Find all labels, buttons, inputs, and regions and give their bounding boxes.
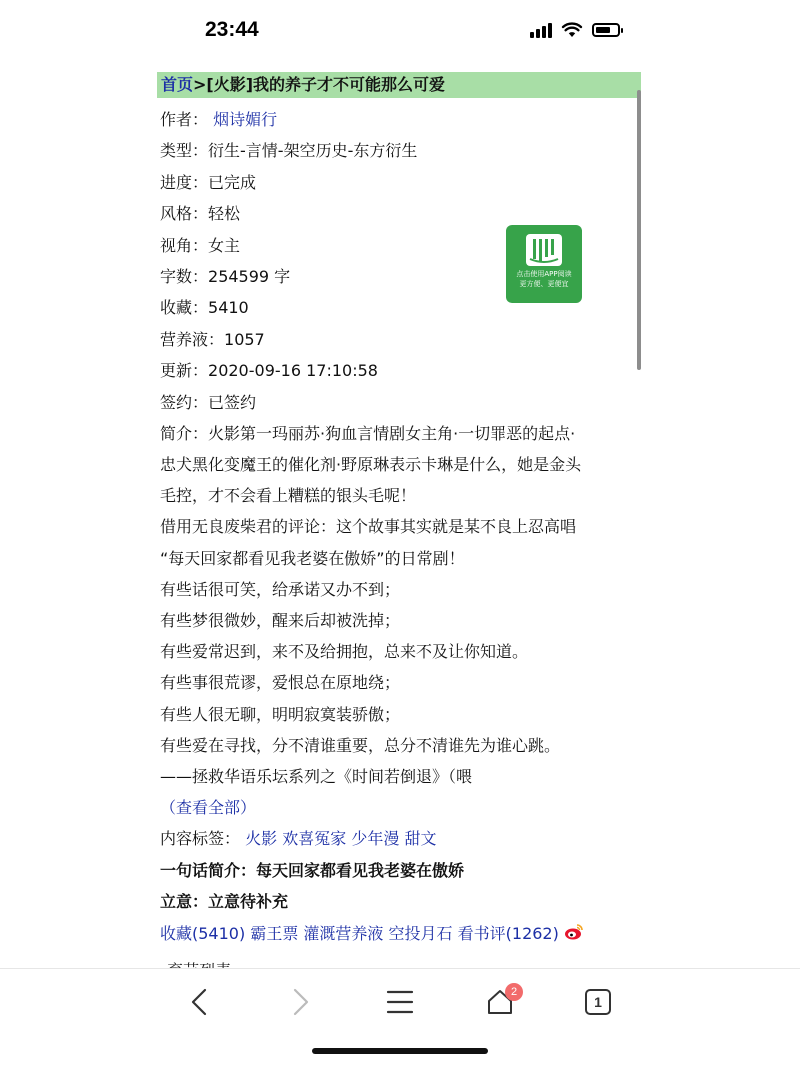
meta-value: 衍生-言情-架空历史-东方衍生 [208,141,418,161]
meta-progress [157,167,641,198]
scrollbar[interactable] [637,90,641,370]
reviews-link[interactable]: 看书评(1262) [457,923,559,943]
home-link[interactable]: 首页 [161,75,194,94]
view-all-link[interactable]: （查看全部） [160,798,257,818]
meta-value: 女主 [208,235,241,255]
synopsis-line: 有些事很荒谬，爱恨总在原地绕； [160,673,401,693]
meta-label: 视角： [160,235,209,255]
tags-label: 内容标签： [160,829,241,849]
synopsis [157,418,641,823]
theme-value: 立意待补充 [208,892,289,912]
meta-value: 2020-09-16 17:10:58 [208,361,378,381]
synopsis-line: 有些爱在寻找，分不清谁重要，总分不清谁先为谁心跳。 [160,735,561,755]
status-time: 23:44 [205,18,259,41]
app-book-logo-icon [524,231,564,269]
synopsis-line: 有些梦很微妙，醒来后却被洗掉； [160,611,401,631]
meta-label: 更新： [160,361,209,381]
one-line-value: 每天回家都看见我老婆在傲娇 [256,860,465,880]
novel-title: [火影]我的养子才不可能那么可爱 [206,75,446,94]
action-links [157,918,641,949]
meta-label: 进度： [160,172,209,192]
meta-value: 5410 [208,298,249,318]
synopsis-line: 毛控，才不会看上糟糕的银头毛呢！ [160,486,417,506]
synopsis-line: “每天回家都看见我老婆在傲娇”的日常剧！ [160,548,465,568]
tabs-button[interactable] [585,989,611,1015]
weibo-icon[interactable] [564,923,584,941]
app-download-badge[interactable] [506,225,582,303]
content-tags [157,823,641,854]
theme-label: 立意： [160,892,209,912]
menu-icon[interactable] [383,985,417,1019]
meta-label: 作者： [160,110,209,129]
meta-type [157,135,641,166]
meta-value: 轻松 [208,204,241,224]
battery-icon [592,23,620,37]
tag-link[interactable]: 甜文 [404,829,437,849]
wifi-icon [562,23,582,38]
theme-row [157,886,641,917]
synopsis-line: 借用无良废柴君的评论：这个故事其实就是某不良上忍高唱 [160,517,577,537]
tab-count: 1 [594,994,602,1010]
meta-author [157,104,641,135]
meta-signed [157,387,641,418]
forward-icon[interactable] [283,985,317,1019]
meta-label: 风格： [160,204,209,224]
status-bar [0,0,800,66]
home-indicator[interactable] [312,1048,488,1054]
one-line-label: 一句话简介： [160,860,257,880]
battery-fill [596,27,610,33]
tag-link[interactable]: 欢喜冤家 [282,829,347,849]
moonstone-link[interactable]: 空投月石 [388,923,453,943]
meta-label: 字数： [160,266,209,286]
author-link[interactable]: 烟诗媚行 [213,110,278,129]
synopsis-line: ——拯救华语乐坛系列之《时间若倒退》（喂 [160,766,473,786]
one-line-summary [157,855,641,886]
meta-label: 营养液： [160,329,225,349]
back-icon[interactable] [183,985,217,1019]
synopsis-line: 有些话很可笑，给承诺又办不到； [160,579,401,599]
synopsis-line: 有些人很无聊，明明寂寞装骄傲； [160,704,401,724]
breadcrumb-separator: > [193,75,207,94]
meta-value: 已完成 [208,172,257,192]
nutrient-link[interactable]: 灌溉营养液 [303,923,384,943]
status-icons [530,22,620,38]
browser-toolbar [0,968,800,1035]
meta-value: 254599 字 [208,266,291,286]
synopsis-line: 有些爱常迟到，来不及给拥抱，总来不及让你知道。 [160,642,529,662]
favorite-link[interactable]: 收藏(5410) [160,923,246,943]
synopsis-line: 简介：火影第一玛丽苏·狗血言情剧女主角·一切罪恶的起点· [160,423,576,443]
meta-updated [157,355,641,386]
tag-link[interactable]: 少年漫 [351,829,400,849]
meta-nutrient [157,324,641,355]
view-all-row [157,792,641,823]
novel-info [157,72,641,949]
home-notification-badge: 2 [505,983,523,1001]
app-badge-line2: 更方便、更便宜 [519,280,569,288]
app-badge-line1: 点击使用APP阅读 [516,270,572,278]
meta-label: 签约： [160,392,209,412]
meta-value: 已签约 [208,392,257,412]
cellular-signal-icon [530,22,552,38]
synopsis-line: 忠犬黑化变魔王的催化剂·野原琳表示卡琳是什么，她是金头 [160,455,582,475]
tag-link[interactable]: 火影 [245,829,278,849]
overlord-ticket-link[interactable]: 霸王票 [250,923,299,943]
meta-value: 1057 [224,329,265,349]
meta-label: 类型： [160,141,209,161]
title-bar [157,72,641,98]
meta-label: 收藏： [160,298,209,318]
